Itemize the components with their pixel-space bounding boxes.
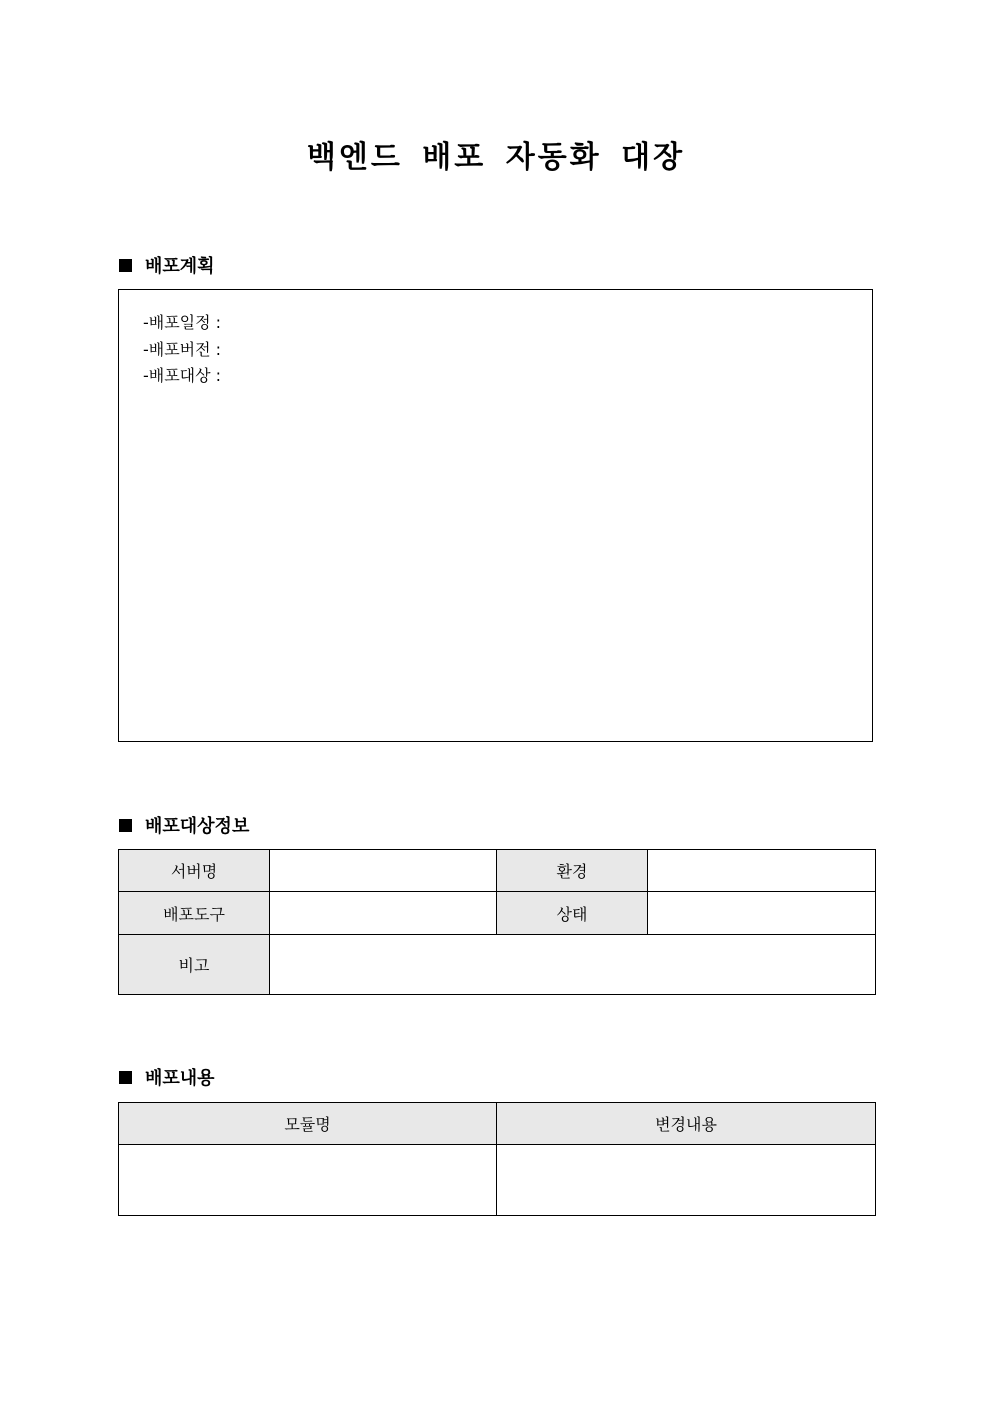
page-title: 백엔드 배포 자동화 대장	[306, 140, 686, 175]
cell-module-name[interactable]	[119, 1145, 497, 1216]
section-heading-target-info-label: 배포대상정보	[145, 816, 250, 837]
label-server-name: 서버명	[119, 850, 270, 892]
plan-line-schedule: -배포일정 :	[143, 313, 222, 332]
square-bullet-icon	[119, 1071, 132, 1084]
square-bullet-icon	[119, 259, 132, 272]
section-heading-deploy-content-label: 배포내용	[145, 1068, 215, 1089]
cell-change-details[interactable]	[497, 1145, 876, 1216]
value-environment[interactable]	[648, 850, 876, 892]
value-status[interactable]	[648, 892, 876, 935]
table-row	[119, 850, 876, 892]
table-row	[119, 935, 876, 995]
table-row	[119, 1145, 876, 1216]
target-info-table	[118, 849, 876, 995]
plan-box[interactable]	[118, 289, 873, 742]
plan-line-version: -배포버전 :	[143, 339, 222, 359]
value-deploy-tool[interactable]	[270, 892, 497, 935]
column-header-module-name: 모듈명	[119, 1103, 497, 1145]
label-environment: 환경	[497, 850, 648, 892]
deploy-content-table	[118, 1102, 876, 1216]
column-header-change-details: 변경내용	[497, 1103, 876, 1145]
section-heading-plan-label: 배포계획	[145, 256, 215, 277]
table-row	[119, 892, 876, 935]
value-remarks[interactable]	[270, 935, 876, 995]
plan-line-target: -배포대상 :	[143, 366, 222, 385]
table-header-row	[119, 1103, 876, 1145]
section-heading-target-info	[119, 812, 249, 838]
label-remarks: 비고	[119, 935, 270, 995]
section-heading-deploy-content	[119, 1064, 215, 1090]
section-heading-plan	[119, 252, 215, 278]
square-bullet-icon	[119, 819, 132, 832]
label-deploy-tool: 배포도구	[119, 892, 270, 935]
label-status: 상태	[497, 892, 648, 935]
value-server-name[interactable]	[270, 850, 497, 892]
